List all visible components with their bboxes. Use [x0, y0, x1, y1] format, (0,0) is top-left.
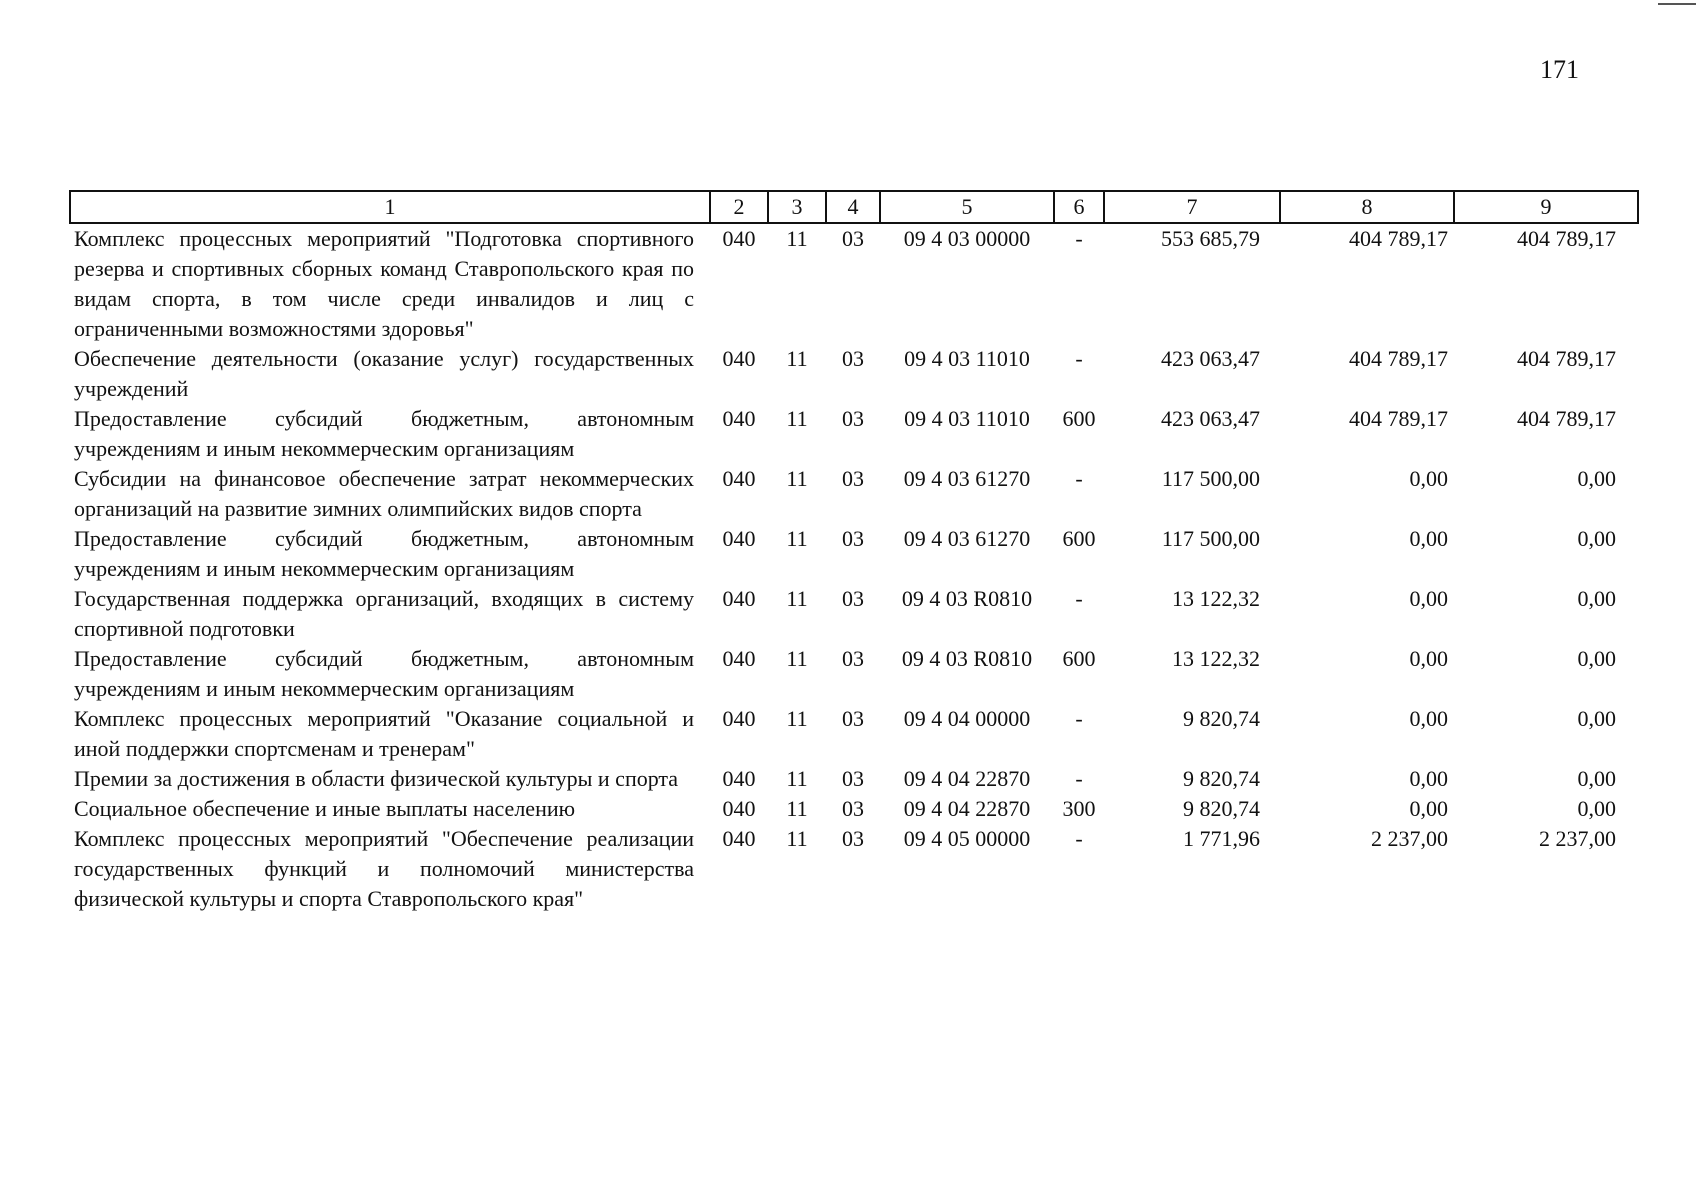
subsection-code: 03 [842, 766, 864, 791]
amount-col9: 0,00 [1577, 586, 1616, 611]
section-code: 11 [786, 646, 808, 671]
subsection-code: 03 [842, 706, 864, 731]
budget-table [69, 190, 1639, 914]
amount-col8: 0,00 [1409, 706, 1448, 731]
amount-col8: 0,00 [1409, 526, 1448, 551]
expense-type-code: - [1075, 466, 1083, 491]
table-row [70, 644, 1638, 704]
target-article-code: 09 4 03 11010 [904, 346, 1030, 371]
amount-col8: 0,00 [1409, 586, 1448, 611]
subsection-code: 03 [842, 406, 864, 431]
table-row [70, 764, 1638, 794]
section-code: 11 [786, 526, 808, 551]
amount-col7: 13 122,32 [1172, 586, 1260, 611]
row-description: Государственная поддержка организаций, входящих в систему спортивной подготовки [74, 586, 694, 641]
expense-type-code: - [1075, 826, 1083, 851]
ministry-code: 040 [722, 526, 756, 551]
ministry-code: 040 [722, 706, 756, 731]
column-header: 8 [1280, 191, 1454, 223]
amount-col8: 0,00 [1409, 796, 1448, 821]
subsection-code: 03 [842, 826, 864, 851]
section-code: 11 [786, 826, 808, 851]
section-code: 11 [786, 406, 808, 431]
amount-col8: 2 237,00 [1371, 826, 1448, 851]
amount-col7: 13 122,32 [1172, 646, 1260, 671]
row-description: Премии за достижения в области физической культуры и спорта [74, 766, 679, 791]
target-article-code: 09 4 04 00000 [903, 706, 1031, 731]
ministry-code: 040 [722, 766, 756, 791]
amount-col7: 1 771,96 [1183, 826, 1260, 851]
row-description: Обеспечение деятельности (оказание услуг) государственных учреждений [74, 346, 694, 401]
amount-col8: 404 789,17 [1349, 346, 1448, 371]
table-row [70, 344, 1638, 404]
row-description: Комплекс процессных мероприятий "Подготовка спортивного резерва и спортивных сборных команд Ставропольского края по видам спорта, в том числе среди инвалидов и лиц с ограниченными возможностями здоровья" [74, 226, 694, 341]
ministry-code: 040 [722, 586, 756, 611]
section-code: 11 [786, 586, 808, 611]
table-row [70, 464, 1638, 524]
amount-col7: 423 063,47 [1161, 346, 1260, 371]
column-header: 5 [880, 191, 1054, 223]
expense-type-code: - [1075, 226, 1083, 251]
amount-col8: 404 789,17 [1349, 406, 1448, 431]
amount-col9: 0,00 [1577, 526, 1616, 551]
target-article-code: 09 4 03 00000 [903, 226, 1031, 251]
section-code: 11 [786, 796, 808, 821]
amount-col8: 0,00 [1409, 766, 1448, 791]
amount-col9: 0,00 [1577, 466, 1616, 491]
column-header: 7 [1104, 191, 1280, 223]
row-description: Комплекс процессных мероприятий "Оказание социальной и иной поддержки спортсменам и тренерам" [74, 706, 694, 761]
amount-col8: 0,00 [1409, 646, 1448, 671]
amount-col7: 117 500,00 [1161, 526, 1260, 551]
table-header-row [70, 191, 1638, 223]
expense-type-code: - [1075, 706, 1083, 731]
section-code: 11 [786, 766, 808, 791]
amount-col9: 0,00 [1577, 706, 1616, 731]
subsection-code: 03 [842, 346, 864, 371]
expense-type-code: - [1075, 766, 1083, 791]
amount-col8: 0,00 [1409, 466, 1448, 491]
target-article-code: 09 4 04 22870 [903, 796, 1031, 821]
expense-type-code: 600 [1062, 526, 1096, 551]
amount-col7: 9 820,74 [1183, 766, 1260, 791]
ministry-code: 040 [722, 796, 756, 821]
ministry-code: 040 [722, 226, 756, 251]
table-row [70, 404, 1638, 464]
table-row [70, 794, 1638, 824]
column-header: 9 [1454, 191, 1638, 223]
target-article-code: 09 4 03 61270 [903, 526, 1031, 551]
target-article-code: 09 4 03 11010 [904, 406, 1030, 431]
row-description: Предоставление субсидий бюджетным, автономным учреждениям и иным некоммерческим организациям [74, 646, 694, 701]
column-header: 3 [768, 191, 826, 223]
amount-col7: 553 685,79 [1161, 226, 1260, 251]
amount-col9: 404 789,17 [1517, 226, 1616, 251]
ministry-code: 040 [722, 646, 756, 671]
target-article-code: 09 4 03 R0810 [901, 646, 1033, 671]
expense-type-code: 600 [1062, 646, 1096, 671]
expense-type-code: 600 [1062, 406, 1096, 431]
amount-col9: 404 789,17 [1517, 346, 1616, 371]
subsection-code: 03 [842, 466, 864, 491]
section-code: 11 [786, 346, 808, 371]
row-description: Предоставление субсидий бюджетным, автономным учреждениям и иным некоммерческим организациям [74, 406, 694, 461]
subsection-code: 03 [842, 646, 864, 671]
ministry-code: 040 [722, 406, 756, 431]
scan-edge-mark [1658, 3, 1696, 5]
target-article-code: 09 4 03 R0810 [901, 586, 1033, 611]
amount-col7: 423 063,47 [1161, 406, 1260, 431]
page-number: 171 [1540, 55, 1579, 84]
row-description: Субсидии на финансовое обеспечение затрат некоммерческих организаций на развитие зимних олимпийских видов спорта [74, 466, 694, 521]
table-row [70, 223, 1638, 344]
table-row [70, 584, 1638, 644]
target-article-code: 09 4 05 00000 [903, 826, 1031, 851]
target-article-code: 09 4 03 61270 [903, 466, 1031, 491]
ministry-code: 040 [722, 826, 756, 851]
table-row [70, 824, 1638, 914]
column-header: 2 [710, 191, 768, 223]
row-description: Предоставление субсидий бюджетным, автономным учреждениям и иным некоммерческим организациям [74, 526, 694, 581]
amount-col8: 404 789,17 [1349, 226, 1448, 251]
table-row [70, 524, 1638, 584]
expense-type-code: - [1075, 586, 1083, 611]
amount-col7: 9 820,74 [1183, 706, 1260, 731]
section-code: 11 [786, 706, 808, 731]
amount-col9: 404 789,17 [1517, 406, 1616, 431]
amount-col7: 9 820,74 [1183, 796, 1260, 821]
target-article-code: 09 4 04 22870 [903, 766, 1031, 791]
expense-type-code: 300 [1062, 796, 1096, 821]
row-description: Социальное обеспечение и иные выплаты населению [74, 796, 576, 821]
column-header: 6 [1054, 191, 1104, 223]
subsection-code: 03 [842, 586, 864, 611]
amount-col9: 0,00 [1577, 796, 1616, 821]
subsection-code: 03 [842, 796, 864, 821]
ministry-code: 040 [722, 346, 756, 371]
ministry-code: 040 [722, 466, 756, 491]
table-row [70, 704, 1638, 764]
subsection-code: 03 [842, 526, 864, 551]
row-description: Комплекс процессных мероприятий "Обеспечение реализации государственных функций и полномочий министерства физической культуры и спорта Ставропольского края" [74, 826, 694, 911]
expense-type-code: - [1075, 346, 1083, 371]
column-header: 1 [70, 191, 710, 223]
amount-col9: 2 237,00 [1539, 826, 1616, 851]
subsection-code: 03 [842, 226, 864, 251]
amount-col9: 0,00 [1577, 646, 1616, 671]
column-header: 4 [826, 191, 880, 223]
section-code: 11 [786, 466, 808, 491]
amount-col9: 0,00 [1577, 766, 1616, 791]
amount-col7: 117 500,00 [1161, 466, 1260, 491]
section-code: 11 [786, 226, 808, 251]
